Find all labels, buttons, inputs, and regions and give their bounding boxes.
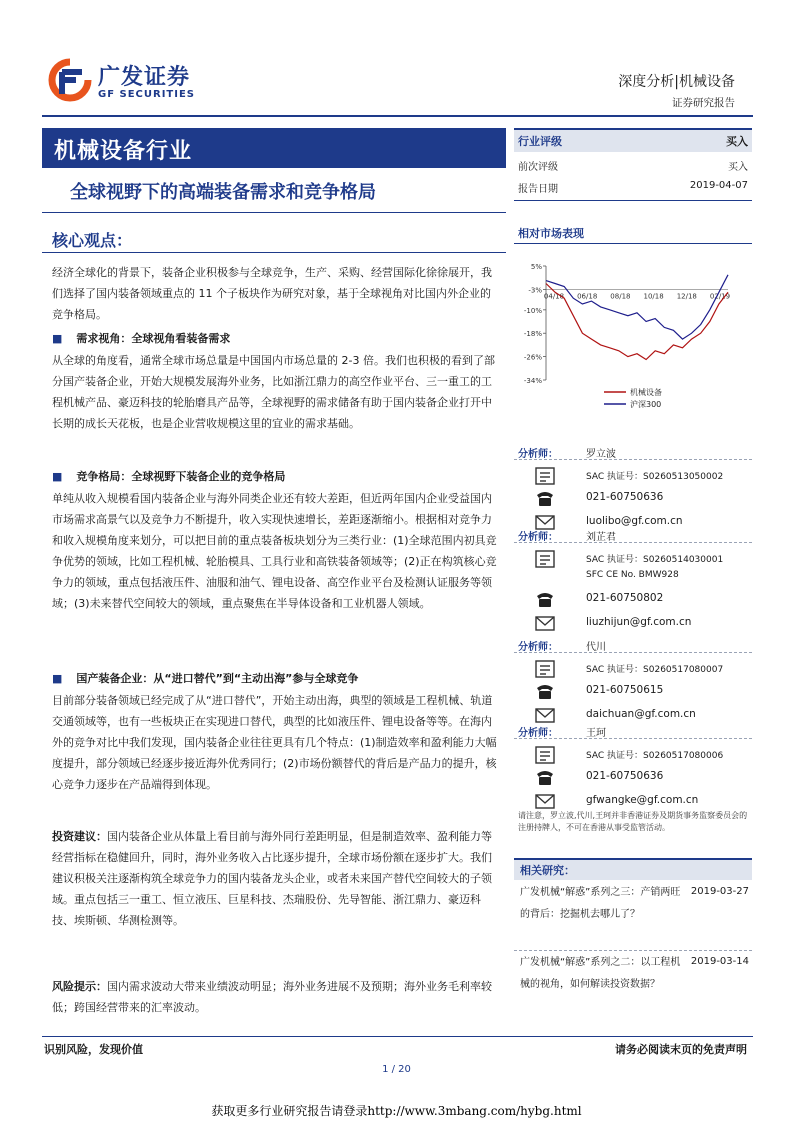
phone-icon [534, 489, 556, 507]
related-divider [514, 950, 752, 951]
report-date-row [518, 180, 748, 195]
bullet-competition [52, 468, 285, 484]
x-tick-label: 08/18 [610, 292, 631, 301]
bullet-title: 需求视角：全球视角看装备需求 [76, 332, 231, 345]
analyst-name: 王珂 [586, 728, 606, 739]
email-icon [534, 614, 556, 632]
related-date: 2019-03-14 [690, 956, 749, 967]
series-line-1 [543, 275, 731, 339]
y-tick-label: -34% [523, 377, 542, 385]
rating-row [518, 133, 748, 149]
related-title: 相关研究： [520, 864, 575, 877]
related-item[interactable]: 广发机械“解惑”系列之三：产销两旺的背后：挖掘机去哪儿了？ [520, 887, 681, 920]
report-date-label: 报告日期 [518, 184, 558, 195]
phone-icon [534, 682, 556, 700]
report-type: 深度分析|机械设备 [618, 74, 735, 90]
core-view-title: 核心观点： [52, 231, 133, 250]
analyst-divider [514, 542, 752, 543]
x-tick-label: 06/18 [577, 292, 598, 301]
risk-text: 国内需求波动大带来业绩波动明显；海外业务进展不及预期；海外业务毛利率较低；跨国经营带来的汇率波动。 [52, 980, 492, 1014]
analyst-email[interactable]: daichuan@gf.com.cn [586, 708, 696, 720]
rating-value: 买入 [726, 135, 748, 148]
domestic-paragraph: 目前部分装备领域已经完成了从“进口替代”，开始主动出海，典型的领域是工程机械、轨道交通领域等，也有一些板块正在实现进口替代，典型的比如液压件、锂电设备等等。在海内外的竞争对比中我们发现，国内装备企业往往更具有几个特点：(1)制造效率和盈利能力大幅度提升，部分领域已经逐步接近海外优秀同行；(2)市场份额替代的背后是产品力的提升，核心竞争力逐步在产品端得到体现。 [52, 694, 497, 791]
intro-paragraph: 经济全球化的背景下，装备企业积极参与全球竞争，生产、采购、经营国际化徐徐展开，我们选择了国内装备领域重点的 11 个子板块作为研究对象，基于全球视角对比国内外企业的竞争格局。 [52, 266, 492, 321]
bullet-title: 竞争格局：全球视野下装备企业的竞争格局 [76, 470, 286, 483]
related-item[interactable]: 广发机械“解惑”系列之二：以工程机械的视角，如何解读投资数据？ [520, 957, 681, 990]
core-view-divider [42, 252, 506, 253]
y-tick-label: -10% [523, 306, 542, 315]
page-number: 1 / 20 [382, 1064, 411, 1075]
analyst-divider [514, 459, 752, 460]
analyst-email[interactable]: luolibo@gf.com.cn [586, 515, 683, 527]
demand-paragraph: 从全球的角度看，通常全球市场总量是中国国内市场总量的 2-3 倍。我们也积极的看到了部分国产装备企业，开始大规模发展海外业务，比如浙江鼎力的高空作业平台、三一重工的工程机械产品、豪迈科技的轮胎磨具产品等，全球视野的需求储备有助于国内装备企业打开中长期的成长天花板，也是企业营收规模这里的宜业的需求基础。 [52, 354, 495, 430]
analyst-label: 分析师： [518, 728, 558, 739]
analyst-phone: 021-60750615 [586, 684, 664, 696]
legend-label: 沪深300 [630, 400, 662, 409]
relative-performance-chart [514, 256, 752, 416]
series-line-0 [543, 284, 731, 360]
analyst-divider [514, 652, 752, 653]
analyst-sfc: SFC CE No. BMW928 [586, 570, 679, 580]
analyst-email[interactable]: gfwangke@gf.com.cn [586, 794, 699, 806]
id-card-icon [534, 660, 556, 678]
analyst-name: 罗立波 [586, 449, 616, 460]
y-tick-label: -18% [523, 330, 542, 339]
related-date: 2019-03-27 [690, 886, 749, 897]
x-tick-label: 10/18 [643, 292, 664, 301]
analyst-phone: 021-60750802 [586, 592, 664, 604]
x-tick-label: 02/19 [709, 292, 731, 301]
industry-title: 机械设备行业 [54, 139, 193, 164]
analyst-phone: 021-60750636 [586, 491, 664, 503]
bullet-icon: ■ [52, 672, 63, 685]
gf-logo-icon [48, 58, 92, 102]
analyst-divider [514, 738, 752, 739]
phone-icon [534, 768, 556, 786]
analyst-label: 分析师： [518, 642, 558, 653]
header-divider [42, 115, 753, 117]
footer-disclaimer: 请务必阅读末页的免责声明 [615, 1043, 747, 1056]
report-date-value: 2019-04-07 [689, 180, 748, 191]
investment-paragraph [52, 826, 500, 931]
investment-text: 国内装备企业从体量上看目前与海外同行差距明显，但是制造效率、盈利能力等经营指标在稳健回升，同时，海外业务收入占比逐步提升，全球市场份额在逐步扩大。我们建议积极关注逐渐构筑全球竞争力的国内装备龙头企业，或者未来国产替代空间较大的子领域。重点包括三一重工、恒立液压、巨星科技、杰瑞股份、先导智能、浙江鼎力、豪迈科技、埃斯顿、华测检测等。 [52, 830, 492, 927]
analyst-phone: 021-60750636 [586, 770, 664, 782]
investment-label: 投资建议： [52, 830, 107, 843]
id-card-icon [534, 467, 556, 485]
id-card-icon [534, 550, 556, 568]
footer-divider [42, 1036, 753, 1037]
rating-label: 行业评级 [518, 135, 562, 148]
email-icon [534, 792, 556, 810]
x-tick-label: 04/18 [543, 292, 565, 301]
y-tick-label: -3% [528, 286, 542, 295]
report-subtitle: 全球视野下的高端装备需求和竞争格局 [70, 182, 376, 203]
phone-icon [534, 590, 556, 608]
analyst-name: 代川 [586, 642, 606, 653]
bullet-icon: ■ [52, 470, 63, 483]
bullet-title: 国产装备企业：从“进口替代”到“主动出海”参与全球竞争 [76, 672, 359, 685]
prev-rating-row [518, 158, 748, 173]
risk-paragraph [52, 976, 500, 1018]
chart-divider [514, 243, 752, 244]
title-divider [42, 212, 506, 213]
bullet-demand [52, 330, 230, 346]
prev-rating-label: 前次评级 [518, 162, 558, 173]
id-card-icon [534, 746, 556, 764]
email-icon [534, 706, 556, 724]
bullet-domestic [52, 670, 358, 686]
logo-subtext: GF SECURITIES [98, 89, 196, 100]
legend-label: 机械设备 [630, 388, 662, 397]
analyst-label: 分析师： [518, 532, 558, 543]
analyst-sac: SAC 执证号：S0260513050002 [586, 472, 724, 482]
x-tick-label: 12/18 [676, 292, 697, 301]
competition-paragraph: 单纯从收入规模看国内装备企业与海外同类企业还有较大差距，但近两年国内企业受益国内市场需求高景气以及竞争力不断提升，收入实现快速增长，差距逐渐缩小。根据相对竞争力和收入规模角度来划分，可以把目前的重点装备板块划分为三类行业：(1)全球范围内初具竞争优势的领域，比如工程机械、轮胎模具、工具行业和高铁装备领域等；(2)正在构筑核心竞争力的领域，重点包括液压件、油服和油气、锂电设备、高空作业平台及检测认证服务等领域；(3)未来替代空间较大的领域，重点聚焦在半导体设备和工业机器人领域。 [52, 492, 497, 610]
analyst-sac: SAC 执证号：S0260514030001 [586, 555, 724, 565]
rating-divider [514, 200, 752, 201]
analyst-sac: SAC 执证号：S0260517080006 [586, 751, 724, 761]
logo-text: 广发证券 [98, 65, 191, 90]
more-reports-link[interactable]: 获取更多行业研究报告请登录http://www.3mbang.com/hybg.html [211, 1104, 582, 1118]
analyst-note: 请注意，罗立波,代川,王珂并非香港证券及期货事务监察委员会的注册持牌人，不可在香港从事受监管活动。 [518, 811, 748, 832]
chart-title: 相对市场表现 [518, 227, 584, 240]
risk-label: 风险提示： [52, 980, 107, 993]
analyst-sac: SAC 执证号：S0260517080007 [586, 665, 724, 675]
y-tick-label: 5% [530, 263, 542, 271]
bullet-icon: ■ [52, 332, 63, 345]
prev-rating-value: 买入 [728, 162, 748, 173]
y-tick-label: -26% [523, 353, 542, 362]
analyst-label: 分析师： [518, 449, 558, 460]
footer-slogan: 识别风险，发现价值 [44, 1043, 143, 1056]
report-subtype: 证券研究报告 [672, 97, 735, 109]
analyst-name: 刘芷君 [586, 532, 616, 543]
analyst-email[interactable]: liuzhijun@gf.com.cn [586, 616, 692, 628]
